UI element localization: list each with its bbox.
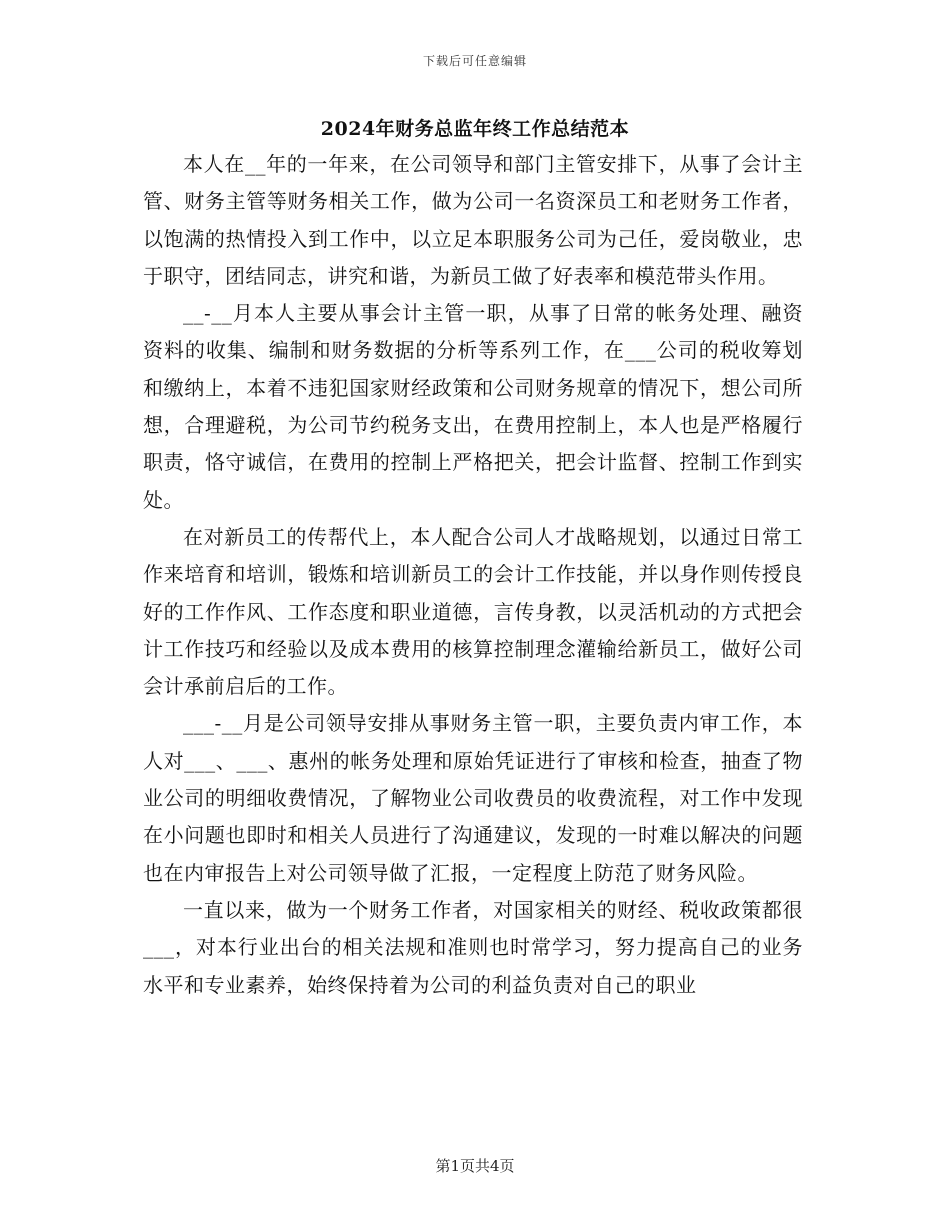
paragraph: 一直以来，做为一个财务工作者，对国家相关的财经、税收政策都很___，对本行业出台的相关法规和准则也时常学习，努力提高自己的业务水平和专业素养，始终保持着为公司的利益负责对自己的职业 — [143, 897, 803, 997]
paragraph: ___-__月是公司领导安排从事财务主管一职，主要负责内审工作，本人对___、___、惠州的帐务处理和原始凭证进行了审核和检查，抽查了物业公司的明细收费情况，了解物业公司收费员的收费流程，对工作中发现在小问题也即时和相关人员进行了沟通建议，发现的一时难以解决的问题也在内审报告上对公司领导做了汇报，一定程度上防范了财务风险。 — [143, 711, 803, 885]
document-body — [143, 146, 803, 1004]
document-title: 2024年财务总监年终工作总结范本 — [320, 118, 630, 140]
paragraph: 本人在__年的一年来，在公司领导和部门主管安排下，从事了会计主管、财务主管等财务相关工作，做为公司一名资深员工和老财务工作者，以饱满的热情投入到工作中，以立足本职服务公司为己任，爱岗敬业，忠于职守，团结同志，讲究和谐，为新员工做了好表率和模范带头作用。 — [143, 152, 803, 288]
paragraph: 在对新员工的传帮代上，本人配合公司人才战略规划，以通过日常工作来培育和培训，锻炼和培训新员工的会计工作技能，并以身作则传授良好的工作作风、工作态度和职业道德，言传身教，以灵活机动的方式把会计工作技巧和经验以及成本费用的核算控制理念灌输给新员工，做好公司会计承前启后的工作。 — [143, 524, 803, 699]
paragraph: __-__月本人主要从事会计主管一职，从事了日常的帐务处理、融资资料的收集、编制和财务数据的分析等系列工作，在___公司的税收筹划和缴纳上，本着不违犯国家财经政策和公司财务规章的情况下，想公司所想，合理避税，为公司节约税务支出，在费用控制上，本人也是严格履行职责，恪守诚信，在费用的控制上严格把关，把会计监督、控制工作到实处。 — [143, 301, 803, 512]
page-header-note: 下载后可任意编辑 — [422, 54, 527, 68]
page-number: 第1页共4页 — [435, 1157, 515, 1175]
